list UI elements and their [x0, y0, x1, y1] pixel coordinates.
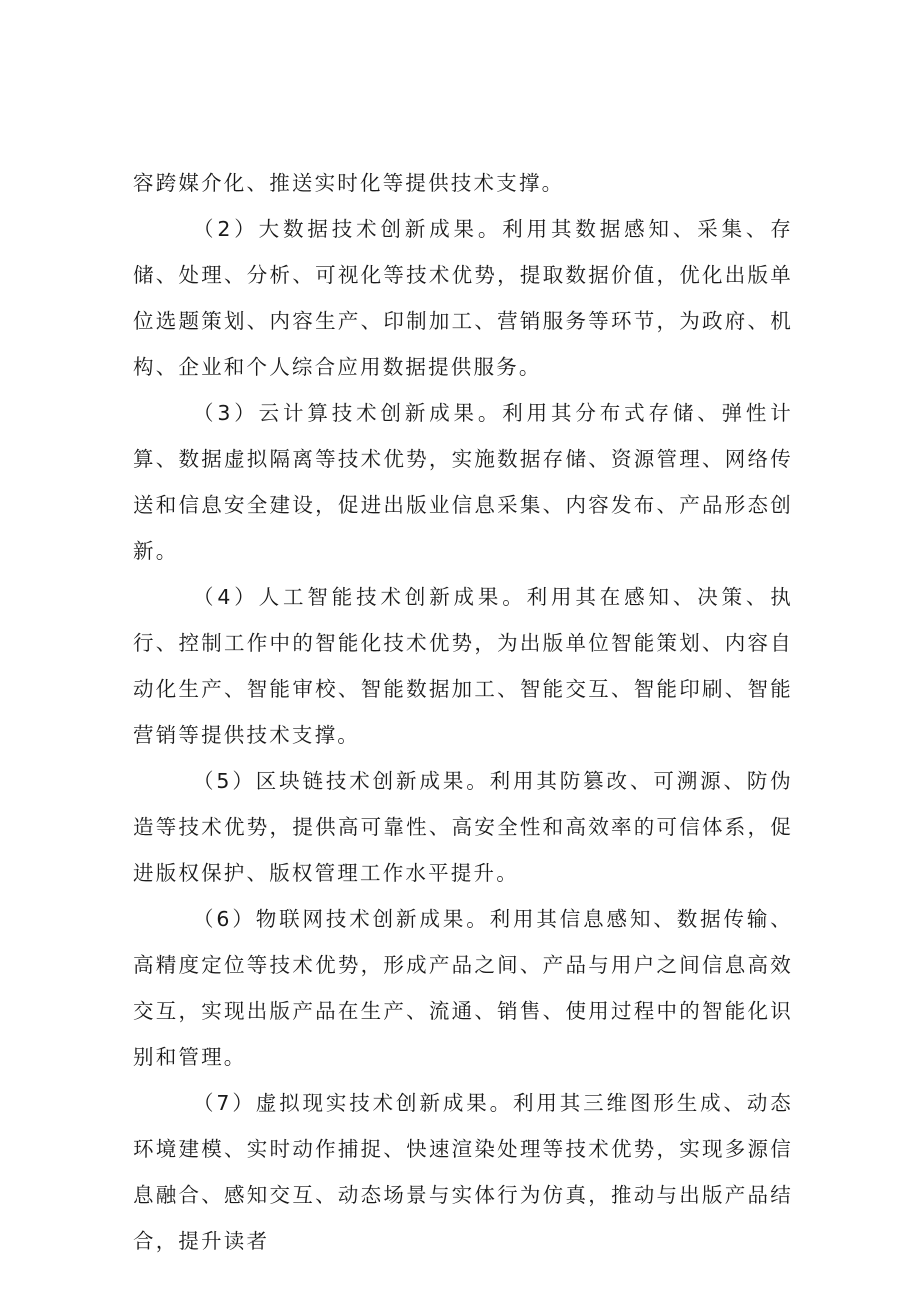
document-body	[133, 160, 793, 1264]
paragraph-virtual-reality: （7）虚拟现实技术创新成果。利用其三维图形生成、动态环境建模、实时动作捕捉、快速渲染处理等技术优势，实现多源信息融合、感知交互、动态场景与实体行为仿真，推动与出版产品结合，提升读者	[133, 1091, 793, 1253]
paragraph-blockchain: （5）区块链技术创新成果。利用其防篡改、可溯源、防伪造等技术优势，提供高可靠性、高安全性和高效率的可信体系，促进版权保护、版权管理工作水平提升。	[133, 769, 793, 885]
paragraph-big-data: （2）大数据技术创新成果。利用其数据感知、采集、存储、处理、分析、可视化等技术优势，提取数据价值，优化出版单位选题策划、内容生产、印制加工、营销服务等环节，为政府、机构、企业和个人综合应用数据提供服务。	[133, 217, 793, 379]
paragraph-artificial-intelligence: （4）人工智能技术创新成果。利用其在感知、决策、执行、控制工作中的智能化技术优势，为出版单位智能策划、内容自动化生产、智能审校、智能数据加工、智能交互、智能印刷、智能营销等提供技术支撑。	[133, 585, 793, 747]
paragraph-internet-of-things: （6）物联网技术创新成果。利用其信息感知、数据传输、高精度定位等技术优势，形成产品之间、产品与用户之间信息高效交互，实现出版产品在生产、流通、销售、使用过程中的智能化识别和管理。	[133, 907, 793, 1069]
paragraph-cloud-computing: （3）云计算技术创新成果。利用其分布式存储、弹性计算、数据虚拟隔离等技术优势，实施数据存储、资源管理、网络传送和信息安全建设，促进出版业信息采集、内容发布、产品形态创新。	[133, 401, 793, 563]
paragraph-continuation: 容跨媒介化、推送实时化等提供技术支撑。	[133, 171, 565, 195]
